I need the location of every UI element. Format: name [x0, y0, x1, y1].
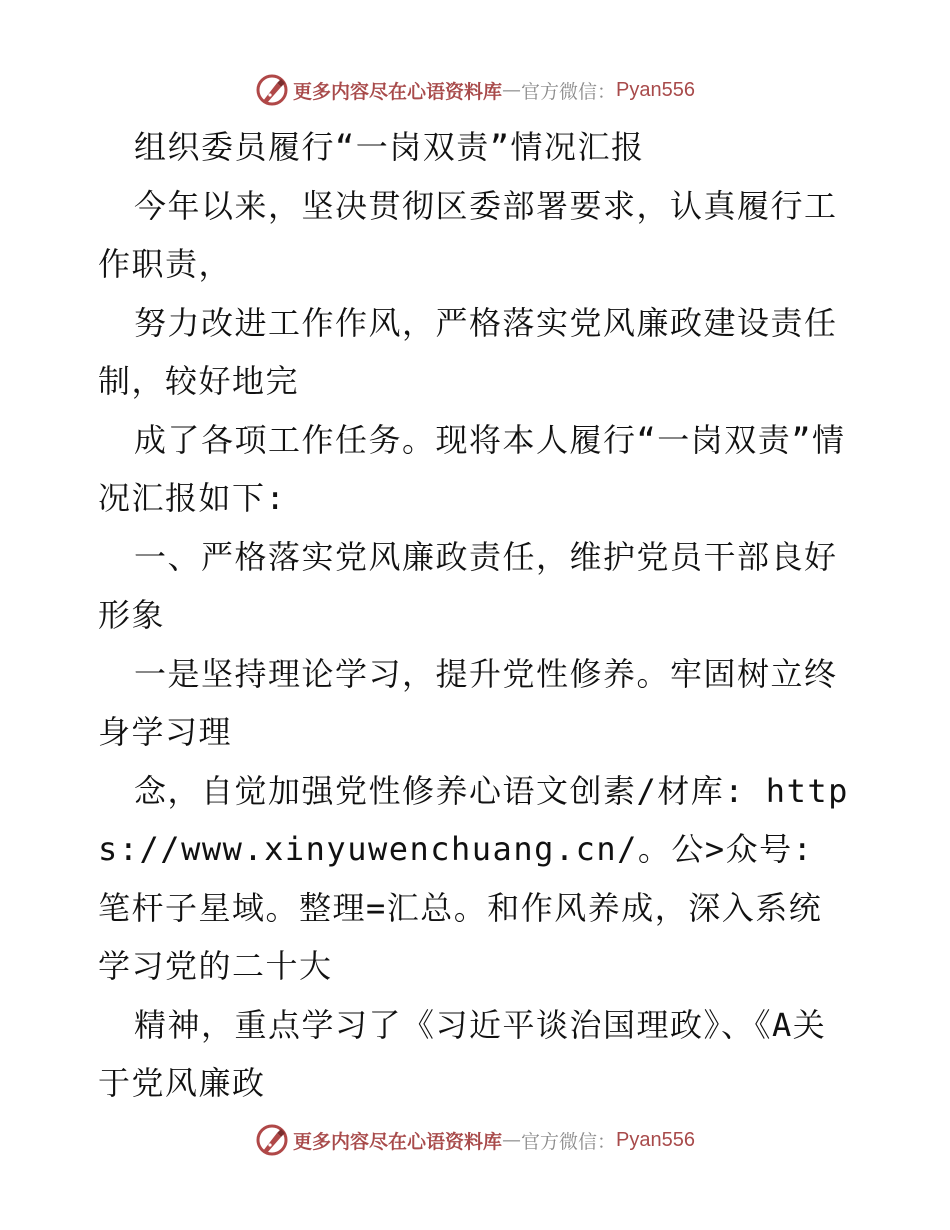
footer-banner	[0, 1120, 950, 1160]
header-wechat-label: 官方微信：	[521, 80, 617, 103]
header-separator: —	[502, 79, 522, 101]
header-wechat-id: Pyan556	[616, 78, 695, 101]
footer-wechat-label: 官方微信：	[521, 1130, 617, 1153]
paragraph-6: 精神，重点学习了《习近平谈治国理政》、《A关于党风廉政	[98, 1005, 827, 1102]
section-heading-1: 一、严格落实党风廉政责任，维护党员干部良好形象	[98, 537, 838, 634]
header-banner	[0, 70, 950, 110]
pen-logo-icon	[255, 1123, 289, 1157]
pen-logo-icon	[255, 73, 289, 107]
footer-ad-text: 更多内容尽在心语资料库	[293, 1130, 503, 1153]
footer-wechat-id: Pyan556	[616, 1128, 695, 1151]
paragraph-1: 今年以来，坚决贯彻区委部署要求，认真履行工作职责，	[98, 186, 838, 283]
footer-separator: —	[502, 1129, 522, 1151]
paragraph-2: 努力改进工作作风，严格落实党风廉政建设责任制，较好地完	[98, 303, 838, 400]
paragraph-3: 成了各项工作任务。现将本人履行“一岗双责”情况汇报如下:	[98, 420, 846, 517]
paragraph-4: 一是坚持理论学习，提升党性修养。牢固树立终身学习理	[98, 654, 838, 751]
document-body	[98, 118, 854, 1113]
header-ad-text: 更多内容尽在心语资料库	[293, 80, 503, 103]
document-title: 组织委员履行“一岗双责”情况汇报	[134, 128, 645, 166]
paragraph-5: 念，自觉加强党性修养心语文创素/材库: https://www.xinyuwenchuang.cn/。公>众号: 笔杆子星域。整理=汇总。和作风养成，深入系统学习党的二十大	[98, 771, 849, 985]
